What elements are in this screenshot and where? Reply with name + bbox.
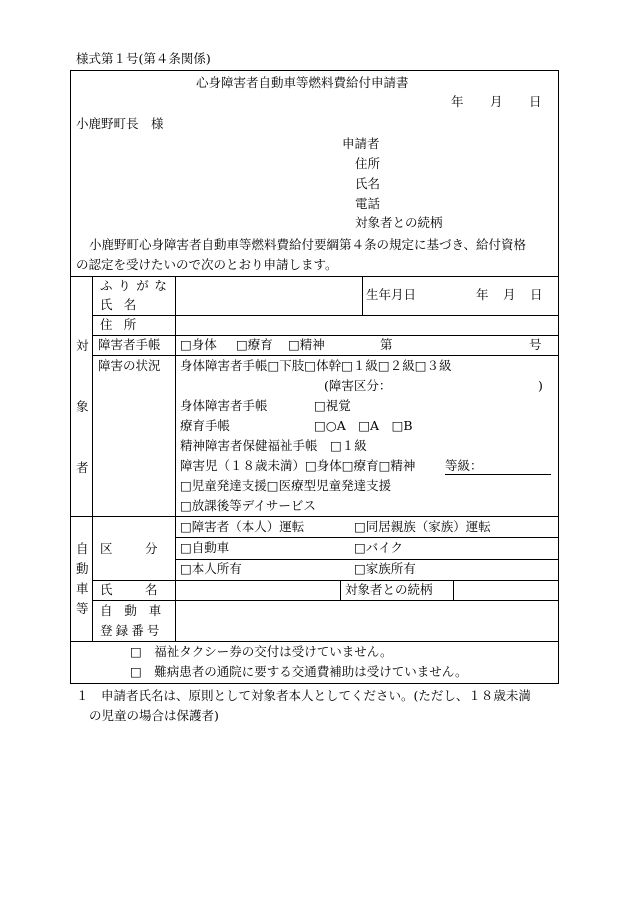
intro-line-1: 小鹿野町心身障害者自動車等燃料費給付要綱第４条の規定に基づき、給付資格 (89, 237, 527, 252)
handbook-option-mental[interactable]: □精神 (288, 337, 325, 352)
form-number: 様式第１号(第４条関係) (76, 51, 211, 66)
transport-subsidy-check[interactable]: □ 難病患者の通院に要する交通費補助は受けていません。 (130, 664, 468, 679)
vehicle-reg-label-2: 登録番号 (100, 623, 163, 638)
vehicle-label-4: 等 (76, 601, 89, 616)
intro-line-2: の認定を受けたいので次のとおり申請します。 (76, 257, 338, 272)
grade-underline (445, 474, 551, 475)
driver-self-option[interactable]: □障害者（本人）運転 (180, 519, 305, 534)
status-category-close: ) (538, 378, 543, 393)
date-day: 日 (529, 94, 542, 109)
vehicle-car-option[interactable]: □自動車 (180, 540, 230, 555)
birth-month: 月 (503, 287, 516, 302)
taxi-voucher-check[interactable]: □ 福祉タクシー券の交付は受けていません。 (130, 644, 393, 659)
subject-label-2: 象 (76, 399, 89, 414)
applicant-name-label: 氏名 (355, 176, 381, 191)
status-physical-line: 身体障害者手帳□下肢□体幹□１級□２級□３級 (180, 358, 452, 373)
status-label: 障害の状況 (98, 358, 161, 373)
applicant-heading: 申請者 (342, 136, 380, 151)
note-line-2: の児童の場合は保護者) (89, 708, 219, 723)
status-rehab-grades[interactable]: □○A □A □B (314, 418, 413, 433)
handbook-no-prefix: 第 (380, 337, 393, 352)
subject-label-1: 対 (76, 338, 89, 353)
vehicle-owner-name-label: 氏名 (100, 582, 191, 597)
status-rehab-handbook: 療育手帳 (180, 418, 231, 433)
handbook-option-physical[interactable]: □身体 (180, 337, 217, 352)
vehicle-bike-option[interactable]: □バイク (354, 540, 404, 555)
birth-year: 年 (476, 287, 489, 302)
owner-self-option[interactable]: □本人所有 (180, 561, 242, 576)
subject-name-label: 氏名 (100, 297, 148, 312)
subject-address-label: 住所 (100, 317, 148, 332)
applicant-address-label: 住所 (355, 156, 381, 171)
handbook-option-rehab[interactable]: □療育 (236, 337, 273, 352)
vehicle-category-label: 区分 (100, 541, 191, 556)
vehicle-label-2: 動 (76, 561, 89, 576)
status-child-support[interactable]: □児童発達支援□医療型児童発達支援 (180, 478, 392, 493)
applicant-phone-label: 電話 (355, 196, 381, 211)
birth-day: 日 (530, 287, 543, 302)
handbook-label: 障害者手帳 (98, 337, 161, 352)
birthdate-label: 生年月日 (366, 287, 417, 302)
status-afterschool[interactable]: □放課後等デイサービス (180, 498, 316, 513)
date-year: 年 (451, 94, 464, 109)
vehicle-reg-label-1: 自動車 (100, 603, 174, 618)
subject-label-3: 者 (76, 460, 89, 475)
form-title: 心身障害者自動車等燃料費給付申請書 (196, 75, 409, 90)
applicant-relation-label: 対象者との続柄 (355, 215, 443, 230)
handbook-no-suffix: 号 (529, 337, 542, 352)
status-child-line[interactable]: 障害児（１８歳未満）□身体□療育□精神 (180, 458, 416, 473)
vehicle-label-1: 自 (76, 541, 89, 556)
status-physical-handbook: 身体障害者手帳 (180, 398, 268, 413)
vehicle-relation-label: 対象者との続柄 (345, 582, 433, 597)
status-mental-handbook[interactable]: 精神障害者保健福祉手帳 □１級 (180, 438, 367, 453)
vehicle-label-3: 車 (76, 581, 89, 596)
note-line-1: １ 申請者氏名は、原則として対象者本人としてください。(ただし、１８歳未満 (76, 688, 531, 703)
driver-family-option[interactable]: □同居親族（家族）運転 (354, 519, 491, 534)
date-month: 月 (490, 94, 503, 109)
status-category-open: (障害区分： (324, 378, 392, 393)
furigana-label: ふりがな (100, 278, 173, 293)
owner-family-option[interactable]: □家族所有 (354, 561, 416, 576)
status-grade-label: 等級： (445, 458, 483, 473)
addressee: 小鹿野町長 様 (76, 116, 164, 131)
status-visual-option[interactable]: □視覚 (314, 398, 351, 413)
